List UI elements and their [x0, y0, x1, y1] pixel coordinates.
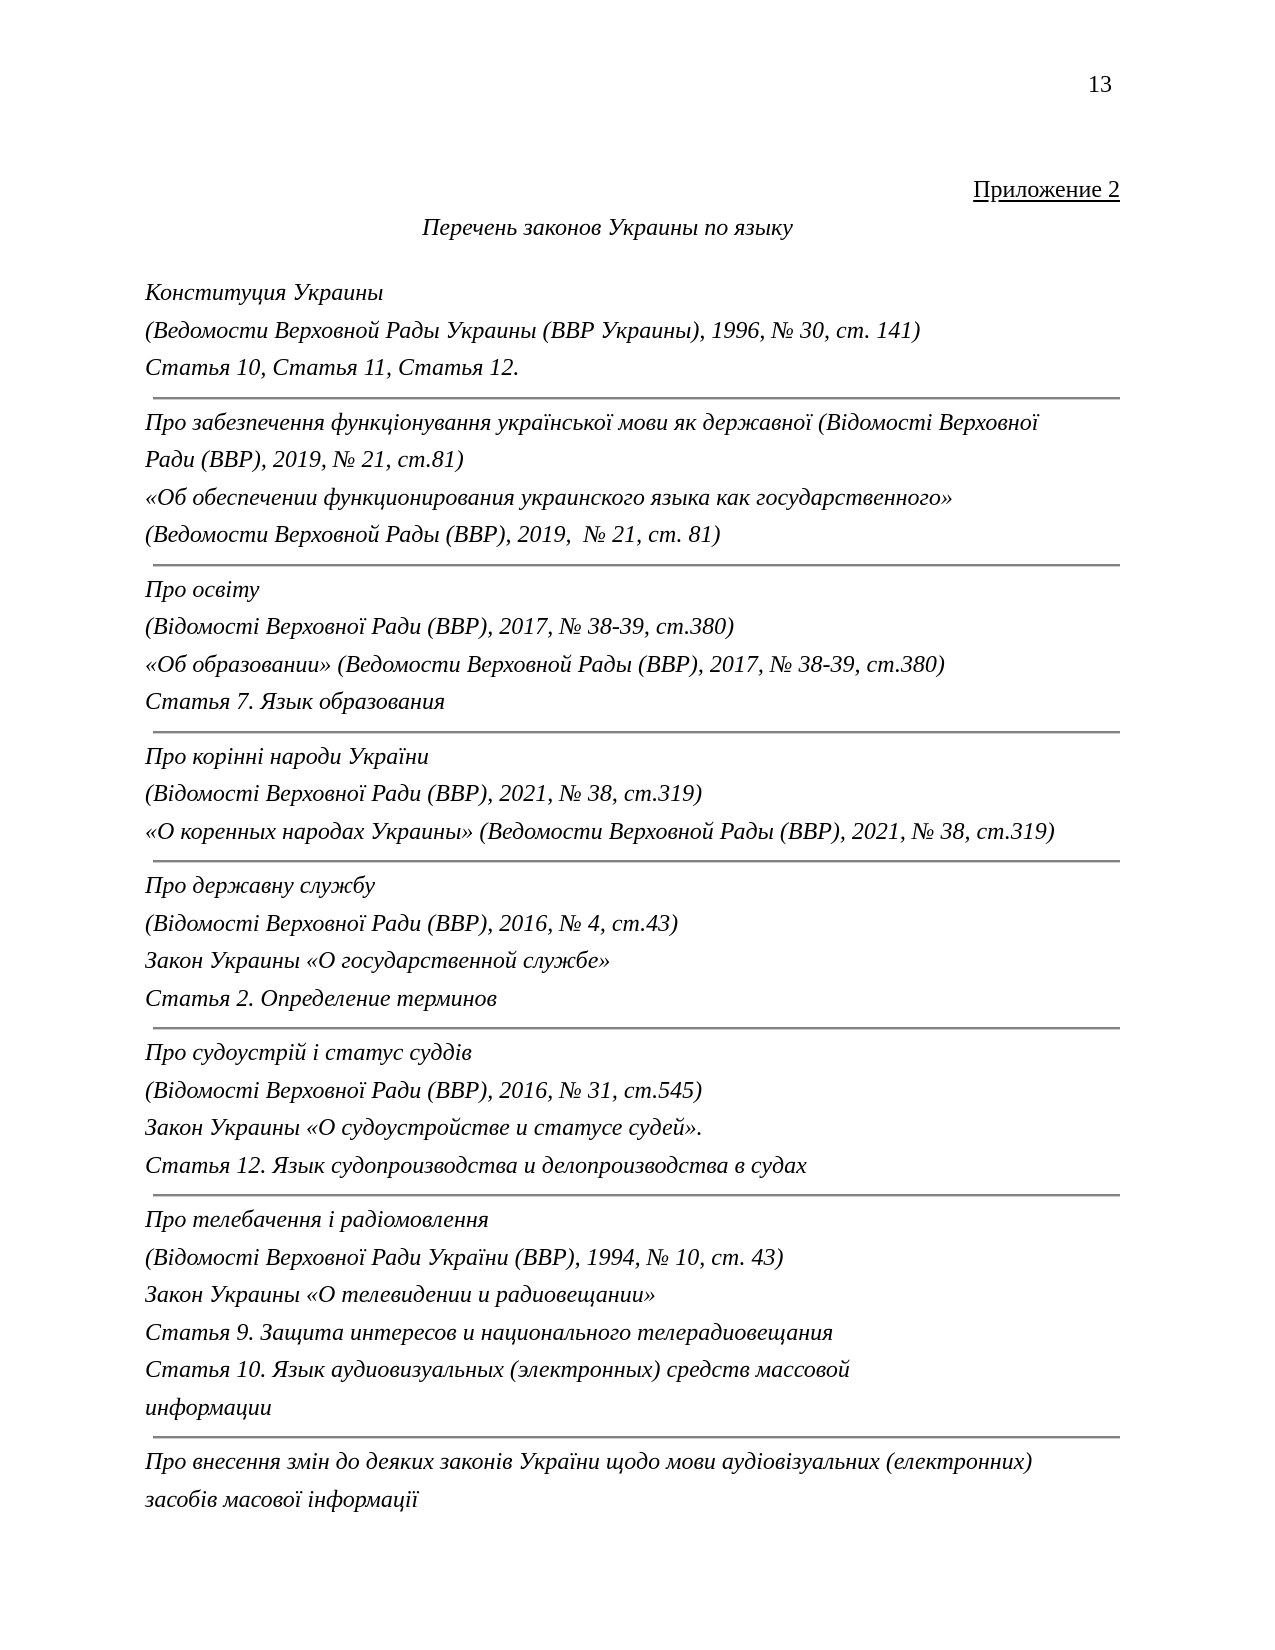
text-line: «Об обеспечении функционирования украинского языка как государственного»: [145, 484, 953, 511]
text-line: (Відомості Верховної Ради (ВВР), 2016, № 31, ст.545): [145, 1077, 703, 1104]
text-line: (Ведомости Верховной Рады (ВВР), 2019, № 21, ст. 81): [145, 522, 721, 548]
text-line: (Відомості Верховної Ради (ВВР), 2016, № 4, ст.43): [145, 910, 679, 937]
law-entry-constitution: [145, 275, 1130, 388]
text-line: Закон Украины «О государственной службе»: [145, 948, 611, 974]
document-title: Перечень законов Украины по языку: [422, 214, 793, 241]
text-line: Закон Украины «О телевидении и радиовещании»: [145, 1282, 656, 1308]
text-line: (Відомості Верховної Ради (ВВР), 2021, № 38, ст.319): [145, 781, 703, 807]
text-line: «О коренных народах Украины» (Ведомости Верховной Рады (ВВР), 2021, № 38, ст.319): [145, 818, 1055, 845]
separator-line: [153, 1194, 1120, 1197]
text-line: Про освіту: [145, 576, 260, 603]
separator-line: [153, 1436, 1120, 1439]
text-line: Статья 9. Защита интересов и национального телерадиовещания: [145, 1319, 834, 1346]
text-line: Статья 7. Язык образования: [145, 689, 446, 715]
document-body: [145, 275, 1130, 1519]
separator-line: [153, 860, 1120, 863]
appendix-line: [145, 172, 1120, 210]
text-line: (Ведомости Верховной Рады Украины (ВВР Украины), 1996, № 30, ст. 141): [145, 317, 921, 344]
text-line: Про телебачення і радіомовлення: [145, 1207, 489, 1233]
document-header: [145, 172, 1120, 247]
text-line: Статья 10. Язык аудиовизуальных (электронных) средств массовой: [145, 1357, 850, 1383]
text-line: засобів масової інформації: [145, 1486, 419, 1513]
text-line: Конституция Украины: [145, 280, 384, 306]
law-entry-civil-service: [145, 868, 1130, 1018]
text-line: Про внесення змін до деяких законів України щодо мови аудіовізуальних (електронних): [145, 1449, 1033, 1475]
text-line: Статья 12. Язык судопроизводства и делопроизводства в судах: [145, 1152, 807, 1179]
text-line: Закон Украины «О судоустройстве и статусе судей».: [145, 1115, 703, 1141]
law-entry-education: [145, 572, 1130, 722]
text-line: Про корінні народи України: [145, 743, 429, 770]
law-entry-indigenous-peoples: [145, 739, 1130, 852]
law-entry-state-language: [145, 405, 1130, 555]
text-line: Статья 10, Статья 11, Статья 12.: [145, 355, 520, 381]
law-entry-television-radio: [145, 1202, 1130, 1427]
text-line: Про забезпечення функціонування української мови як державної (Відомості Верховної: [145, 409, 1039, 436]
separator-line: [153, 731, 1120, 734]
text-line: «Об образовании» (Ведомости Верховной Рады (ВВР), 2017, № 38-39, ст.380): [145, 651, 945, 678]
page-number: 13: [1088, 72, 1112, 98]
text-line: Про державну службу: [145, 873, 376, 899]
text-line: информации: [145, 1394, 272, 1421]
separator-line: [153, 397, 1120, 400]
separator-line: [153, 1027, 1120, 1030]
law-entry-judiciary: [145, 1035, 1130, 1185]
text-line: Ради (ВВР), 2019, № 21, ст.81): [145, 447, 464, 473]
law-entry-audiovisual-media-amendments: [145, 1444, 1130, 1519]
text-line: Статья 2. Определение терминов: [145, 985, 497, 1012]
text-line: (Відомості Верховної Ради (ВВР), 2017, № 38-39, ст.380): [145, 614, 735, 640]
appendix-label: Приложение 2: [973, 177, 1120, 203]
separator-line: [153, 564, 1120, 567]
text-line: Про судоустрій і статус суддів: [145, 1040, 472, 1066]
text-line: (Відомості Верховної Ради України (ВВР), 1994, № 10, ст. 43): [145, 1244, 784, 1271]
